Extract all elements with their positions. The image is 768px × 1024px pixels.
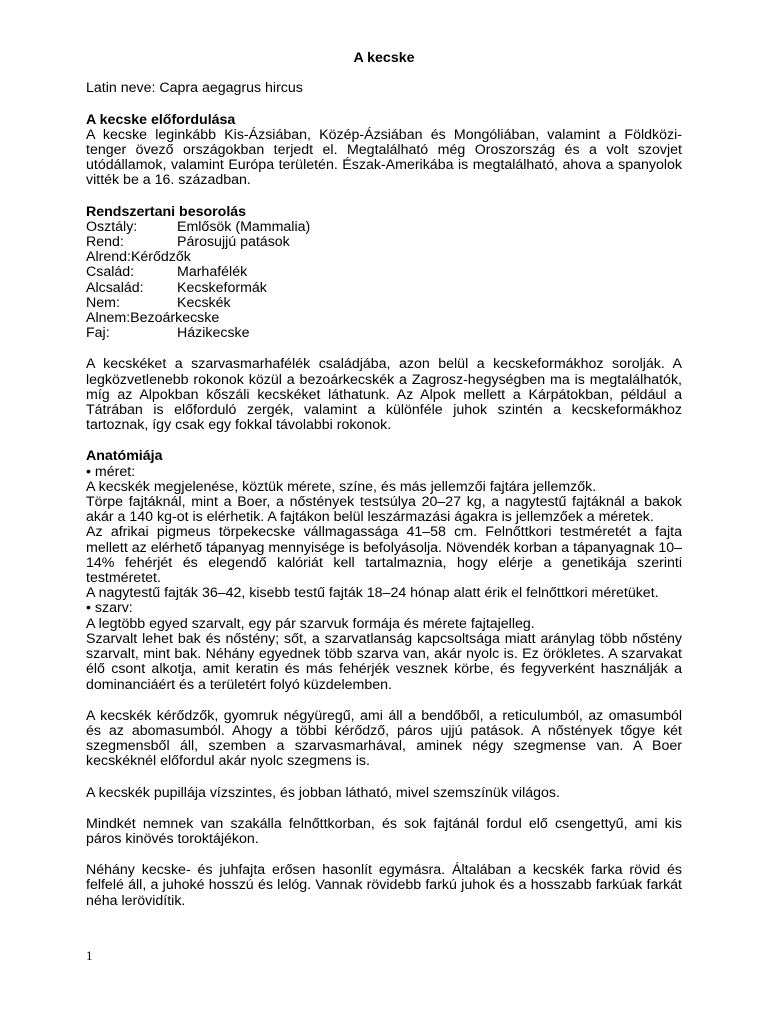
latin-name-line [86,81,682,96]
tail-paragraph: Néhány kecske- és juhfajta erősen hasonlít egymásra. Általában a kecskék farka rövid és felfelé áll, a juhoké hosszú és lelóg. Vannak rövidebb farkú juhok és a hosszabb farkúak farkát néha lerövidítik. [86,862,682,909]
size-paragraph: Az afrikai pigmeus törpekecske vállmagassága 41–58 cm. Felnőttkori testméretét a fajta mellett az elérhető tápanyag mennyisége is befolyásolja. Növendék korban a tápanyagnak 10–14% fehérjét és elegendő kalóriát kell tartalmaznia, hogy elérje a genetikája szerinti testméretet. [86,524,682,587]
taxonomy-row [86,311,682,326]
taxonomy-value: Házikecske [177,325,250,342]
size-paragraph: Törpe fajtáknál, mint a Boer, a nőstények testsúlya 20–27 kg, a nagytestű fajtáknál a bakok akár a 140 kg-ot is elérhetik. A fajtákon belül leszármazási ágakra is jellemzőek a méretek. [86,494,682,526]
taxonomy-rank: Alrend: [86,249,131,266]
taxonomy-value: Kecskeformák [177,279,267,296]
taxonomy-row [86,326,682,341]
occurrence-heading: A kecske előfordulása [86,111,236,128]
stomach-paragraph: A kecskék kérődzők, gyomruk négyüregű, ami áll a bendőből, a reticulumból, az omasumból és az abomasumból. Ahogy a többi kérődző, páros ujjú patások. A nőstények tőgye két szegmensből áll, szemben a szarvasmarhával, aminek négy szegmense van. A Boer kecskéknél előfordul akár nyolc szegmens is. [86,707,682,770]
taxonomy-rank: Alcsalád: [86,279,144,296]
pupil-paragraph: A kecskék pupillája vízszintes, és jobban látható, mivel szemszínük világos. [86,784,560,801]
taxonomy-value: Marhafélék [177,264,248,281]
taxonomy-row [86,281,682,296]
document-page [86,51,682,909]
latin-name-prefix: Latin neve: [86,80,160,97]
page-number: 1 [86,948,93,963]
taxonomy-rank: Osztály: [86,218,138,235]
horn-paragraph: Szarvalt lehet bak és nőstény; sőt, a szarvatlanság kapcsoltsága miatt aránylag több nőstény szarvalt, mint bak. Néhány egyednek több szarva van, akár nyolc is. Ez örökletes. A szarvakat élő csont alkotja, amit keratin és más fehérjék vesznek körbe, és fegyverként használják a dominanciáért és a területért folyó küzdelemben. [86,630,682,693]
taxonomy-rank: Alnem: [86,310,131,327]
taxonomy-row [86,250,682,265]
anatomy-heading: Anatómiája [86,448,163,465]
taxonomy-row [86,220,682,235]
size-paragraph: A kecskék megjelenése, köztük mérete, színe, és más jellemzői fajtára jellemzők. [86,478,597,495]
latin-name: Capra aegagrus hircus [159,80,303,97]
taxonomy-row [86,296,682,311]
taxonomy-value: Kecskék [177,294,231,311]
document-title: A kecske [353,50,415,66]
occurrence-paragraph: A kecske leginkább Kis-Ázsiában, Közép-Ázsiában és Mongóliában, valamint a Földközi-tenger övező országokban terjedt el. Megtalálható még Oroszország és a volt szovjet utódállamok, valamint Európa területén. Észak-Amerikába is megtalálható, ahova a spanyolok vitték be a 16. században. [86,126,682,189]
beard-paragraph: Mindkét nemnek van szakálla felnőttkorban, és sok fajtánál fordul elő csengettyű, ami kis páros kinövés toroktájékon. [86,815,682,847]
taxonomy-row [86,265,682,280]
taxonomy-rank: Nem: [86,294,120,311]
taxonomy-value: Kérődzők [130,249,191,266]
taxonomy-row [86,235,682,250]
taxonomy-value: Emlősök (Mammalia) [177,218,311,235]
taxonomy-value: Párosujjú patások [177,234,290,251]
taxonomy-heading: Rendszertani besorolás [86,203,247,220]
taxonomy-rank: Rend: [86,234,124,251]
taxonomy-rank: Család: [86,264,135,281]
horn-paragraph: A legtöbb egyed szarvalt, egy pár szarvuk formája és mérete fajtajelleg. [86,615,535,632]
size-paragraph: A nagytestű fajták 36–42, kisebb testű fajták 18–24 hónap alatt érik el felnőttkori méretüket. [86,585,659,602]
taxonomy-table [86,220,682,342]
size-bullet: • méret: [86,463,136,480]
relatives-paragraph: A kecskéket a szarvasmarhafélék családjába, azon belül a kecskeformákhoz sorolják. A legközvetlenebb rokonok közül a bezoárkecskék a Zagrosz-hegységben ma is megtalálhatók, míg az Alpokban kőszáli kecskéket láthatunk. Az Alpok mellett a Kárpátokban, például a Tátrában is előforduló zergék, valamint a különféle juhok szintén a kecskeformákhoz tartoznak, így csak egy fokkal távolabbi rokonok. [86,356,682,434]
taxonomy-rank: Faj: [86,325,110,342]
taxonomy-value: Bezoárkecske [130,310,220,327]
horn-bullet: • szarv: [86,600,133,617]
